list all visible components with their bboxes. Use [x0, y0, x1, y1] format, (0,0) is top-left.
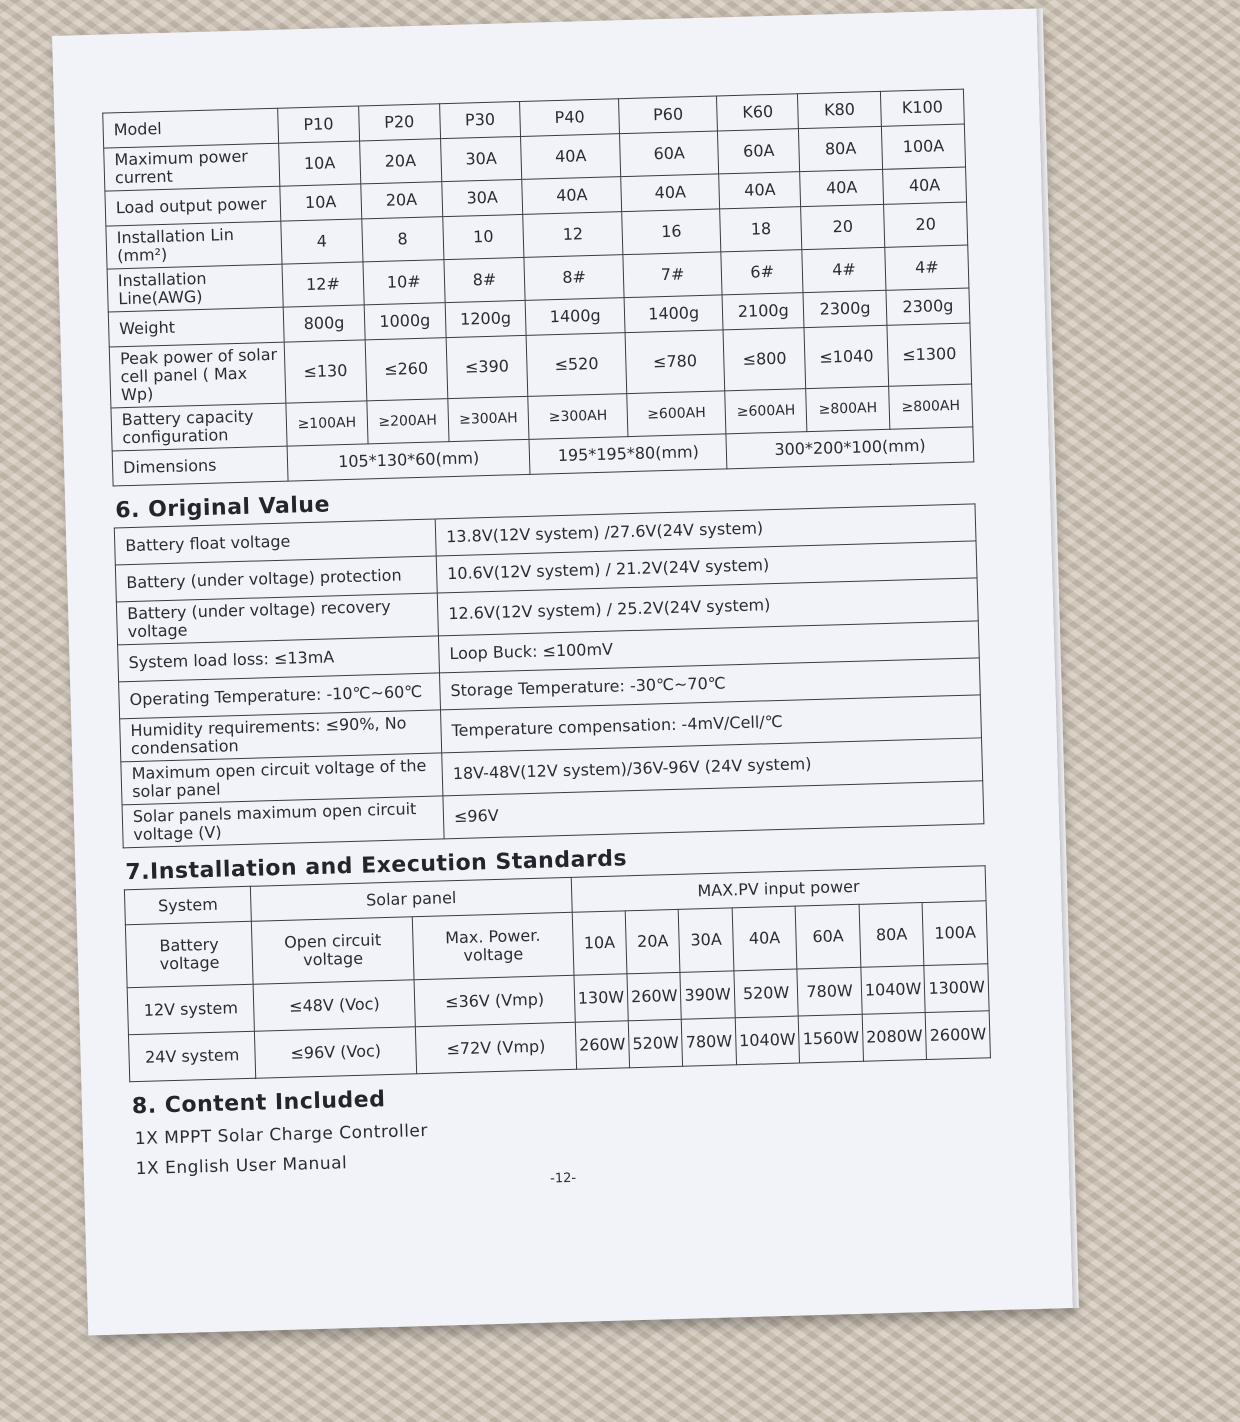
original-value-value: ≤96V — [443, 781, 984, 839]
original-value-label: Operating Temperature: -10℃~60℃ — [119, 673, 441, 719]
spec-cell: 10A — [279, 141, 361, 186]
spec-cell: 40A — [522, 177, 621, 215]
spec-cell: ≤260 — [365, 338, 447, 401]
spec-cell: 8 — [362, 217, 444, 262]
spec-cell: ≥800AH — [889, 384, 973, 429]
spec-cell: 12# — [282, 262, 364, 307]
spec-cell: ≥300AH — [528, 394, 628, 440]
spec-cell: ≤800 — [723, 328, 805, 391]
spec-cell: 12 — [523, 212, 623, 258]
original-value-label: Battery (under voltage) recovery voltage — [116, 593, 438, 645]
content-item: 1X MPPT Solar Charge Controller — [134, 1120, 429, 1150]
original-value-value: 10.6V(12V system) / 21.2V(24V system) — [436, 541, 977, 593]
power-cell: 1040W — [861, 966, 926, 1015]
original-value-value: Temperature compensation: -4mV/Cell/℃ — [441, 695, 982, 753]
voc-cell: ≤96V (Voc) — [255, 1027, 417, 1078]
original-value-label: Maximum open circuit voltage of the solar panel — [121, 753, 443, 805]
power-cell: 520W — [734, 969, 799, 1018]
spec-row-label: Installation Lin (mm²) — [106, 221, 282, 269]
original-value-table — [114, 503, 985, 848]
power-cell: 780W — [682, 1018, 737, 1066]
spec-cell: 100A — [881, 124, 965, 169]
spec-row-label: Installation Line(AWG) — [107, 264, 283, 312]
spec-cell: 80A — [799, 126, 883, 171]
standards-table — [124, 865, 991, 1082]
spec-header-cell: P40 — [520, 99, 619, 137]
section-title-content: 8. Content Included — [131, 1087, 386, 1120]
open-circuit-header: Open circuit voltage — [252, 917, 415, 984]
original-value-value: Loop Buck: ≤100mV — [438, 621, 979, 673]
original-value-label: Battery (under voltage) protection — [115, 556, 437, 602]
spec-cell: ≤390 — [446, 335, 528, 398]
spec-cell: 16 — [622, 209, 722, 255]
current-header: 20A — [625, 909, 680, 973]
power-cell: 130W — [574, 974, 629, 1022]
original-value-label: Solar panels maximum open circuit voltage (V) — [122, 796, 444, 848]
voc-cell: ≤48V (Voc) — [253, 980, 415, 1031]
spec-cell: 4# — [885, 245, 969, 290]
spec-cell: 60A — [718, 129, 800, 174]
spec-row-label: Battery capacity configuration — [111, 403, 287, 451]
spec-cell: 20A — [359, 139, 441, 184]
spec-cell: 8# — [444, 257, 526, 302]
battery-voltage-header: Battery voltage — [125, 921, 253, 987]
spec-cell: ≥200AH — [367, 399, 449, 444]
spec-row-label: Peak power of solar cell panel ( Max Wp) — [109, 342, 286, 408]
power-cell: 260W — [627, 972, 682, 1020]
spec-cell: 800g — [283, 305, 365, 342]
spec-cell: 30A — [441, 179, 523, 216]
system-header: System — [124, 886, 251, 925]
section-title-original-value: 6. Original Value — [114, 492, 331, 524]
spec-cell: ≤1300 — [887, 323, 972, 386]
vmp-cell: ≤72V (Vmp) — [416, 1022, 577, 1073]
spec-cell: 1200g — [445, 300, 527, 337]
spec-row-label: Load output power — [105, 186, 281, 226]
spec-header-cell: P30 — [439, 101, 521, 138]
spec-row-label: Dimensions — [112, 446, 288, 486]
spec-cell: 40A — [621, 174, 720, 212]
spec-cell: 20 — [884, 202, 968, 247]
page-fold — [1037, 8, 1079, 1308]
power-cell: 1300W — [924, 964, 989, 1013]
page-content — [102, 89, 994, 1199]
spec-header-cell: K80 — [798, 91, 882, 128]
system-cell: 24V system — [128, 1031, 255, 1082]
manual-page — [52, 9, 1073, 1336]
spec-table — [102, 89, 974, 487]
original-value-label: System load loss: ≤13mA — [118, 636, 440, 682]
power-cell: 520W — [628, 1019, 683, 1067]
vmp-cell: ≤36V (Vmp) — [414, 975, 575, 1026]
original-value-label: Battery float voltage — [114, 519, 436, 565]
current-header: 40A — [732, 906, 797, 971]
spec-cell: 10# — [363, 260, 445, 305]
power-cell: 2080W — [862, 1012, 927, 1061]
spec-row-label: Maximum power current — [104, 143, 280, 191]
spec-cell: 40A — [719, 172, 801, 209]
spec-cell: 30A — [440, 136, 522, 181]
dimension-cell: 195*195*80(mm) — [529, 434, 727, 474]
spec-cell: 60A — [619, 131, 719, 177]
spec-cell: 2100g — [722, 293, 804, 330]
power-cell: 780W — [797, 967, 862, 1016]
spec-cell: 2300g — [803, 290, 887, 327]
spec-header-cell: P60 — [618, 96, 717, 134]
spec-header-cell: Model — [103, 108, 279, 148]
spec-cell: 10 — [442, 214, 524, 259]
spec-cell: 20A — [361, 182, 443, 219]
power-cell: 1040W — [735, 1016, 800, 1065]
spec-header-cell: P10 — [278, 106, 360, 143]
spec-cell: 40A — [521, 134, 621, 180]
current-header: 30A — [679, 908, 734, 972]
dimension-cell: 105*130*60(mm) — [287, 439, 530, 481]
spec-header-cell: P20 — [358, 104, 440, 141]
original-value-label: Humidity requirements: ≤90%, No condensation — [120, 710, 442, 762]
spec-cell: 4# — [802, 247, 886, 292]
original-value-value: 13.8V(12V system) /27.6V(24V system) — [435, 504, 976, 556]
current-header: 10A — [572, 911, 627, 975]
spec-cell: ≥600AH — [627, 391, 727, 437]
power-cell: 1560W — [799, 1014, 864, 1063]
spec-cell: 40A — [800, 169, 884, 206]
spec-cell: ≤520 — [526, 333, 626, 397]
spec-cell: 1400g — [526, 298, 625, 336]
spec-cell: 6# — [721, 250, 803, 295]
spec-cell: 7# — [623, 252, 723, 298]
spec-cell: 8# — [524, 255, 624, 301]
spec-header-cell: K60 — [717, 94, 799, 131]
power-cell: 260W — [575, 1021, 630, 1069]
spec-cell: ≤780 — [625, 330, 725, 394]
spec-cell: 2300g — [886, 288, 970, 325]
section-title-standards: 7.Installation and Execution Standards — [125, 846, 628, 886]
spec-cell: ≥800AH — [806, 386, 890, 431]
spec-row-label: Weight — [108, 307, 284, 347]
spec-cell: ≥300AH — [447, 396, 529, 441]
current-header: 80A — [859, 903, 924, 968]
spec-cell: 1000g — [364, 303, 446, 340]
spec-cell: 20 — [801, 204, 885, 249]
content-item: 1X English User Manual — [135, 1153, 348, 1180]
spec-cell: 40A — [883, 167, 967, 204]
spec-header-cell: K100 — [880, 89, 964, 126]
current-header: 100A — [922, 901, 987, 966]
power-cell: 390W — [680, 971, 735, 1019]
system-cell: 12V system — [127, 984, 254, 1035]
spec-cell: ≥600AH — [725, 389, 807, 434]
original-value-value: 12.6V(12V system) / 25.2V(24V system) — [437, 578, 978, 636]
spec-cell: ≥100AH — [286, 401, 368, 446]
max-power-header: Max. Power. voltage — [413, 912, 574, 979]
power-cell: 2600W — [926, 1011, 991, 1060]
max-pv-header: MAX.PV input power — [571, 866, 986, 913]
original-value-value: 18V-48V(12V system)/36V-96V (24V system) — [442, 738, 983, 796]
solar-panel-header: Solar panel — [251, 877, 572, 921]
current-header: 60A — [795, 904, 860, 969]
spec-cell: 4 — [281, 219, 363, 264]
original-value-value: Storage Temperature: -30℃~70℃ — [439, 658, 980, 710]
spec-cell: 1400g — [624, 295, 723, 333]
spec-cell: 10A — [280, 184, 362, 221]
dimension-cell: 300*200*100(mm) — [726, 427, 973, 469]
page-number: -12- — [549, 1170, 577, 1187]
spec-cell: ≤1040 — [804, 325, 889, 388]
spec-cell: ≤130 — [284, 340, 366, 403]
spec-cell: 18 — [720, 207, 802, 252]
